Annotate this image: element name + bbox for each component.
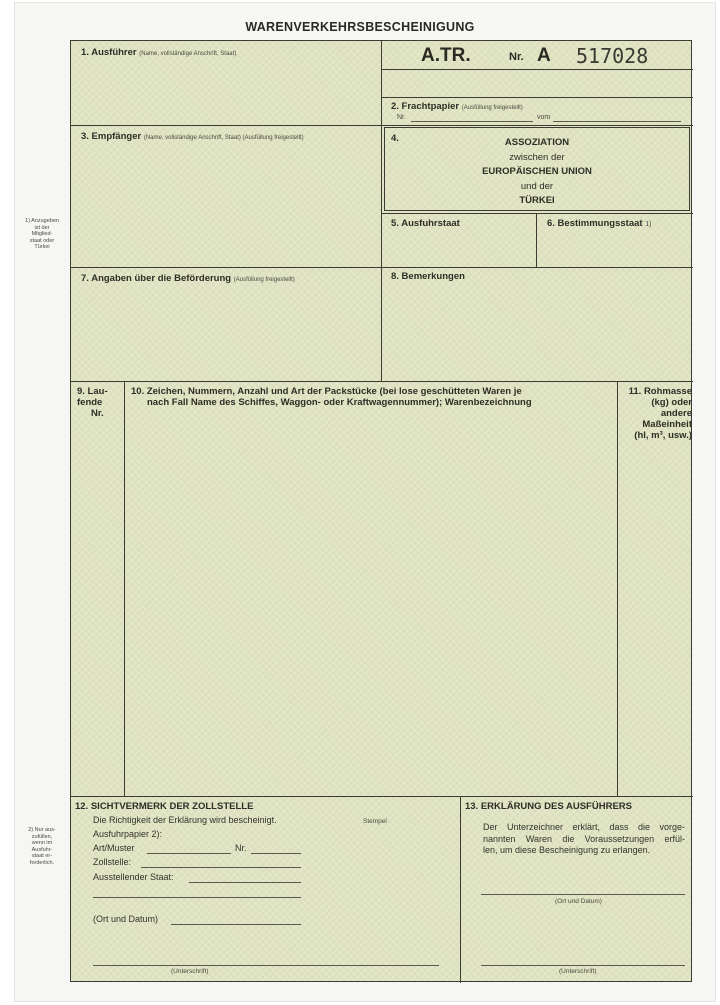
atr-number: 517028 (576, 44, 649, 68)
field-4-line: und der (520, 180, 554, 192)
field-13-ort-line (481, 894, 685, 895)
field-9-line: 9. Lau- (77, 386, 108, 397)
field-11-line: 11. Rohmasse (628, 386, 692, 397)
field-9-line: fende (77, 397, 103, 408)
field-2-vom-line (553, 121, 681, 122)
field-12-extra-line (93, 897, 301, 898)
field-7-label (81, 273, 295, 286)
footnote-2 (22, 827, 62, 866)
divider-5-6 (536, 213, 537, 267)
field-13-label: 13. ERKLÄRUNG DES AUSFÜHRERS (465, 801, 632, 812)
field-3-title: 3. Empfänger (81, 131, 142, 142)
field-4-line: TÜRKEI (519, 195, 555, 206)
field-13-signature-line (481, 965, 685, 966)
divider-row3 (71, 125, 693, 126)
field-3-label (81, 131, 304, 144)
footnote-1-line: Mitglied- (31, 231, 53, 237)
field-13-declaration (483, 822, 685, 845)
footnote-2-line: Ausfuhr- (31, 846, 53, 853)
field-12-zollstelle: Zollstelle: (93, 857, 132, 867)
field-6-title: 6. Bestimmungsstaat (547, 218, 643, 229)
field-11-label (620, 386, 692, 441)
field-11-line: (kg) oder (651, 397, 692, 408)
divider-row5 (381, 213, 693, 214)
field-12-unterschrift: (Unterschrift) (171, 968, 209, 975)
field-9-line: Nr. (91, 408, 104, 419)
field-1-label (81, 47, 236, 60)
field-11-line: (hl, m³, usw.) (634, 430, 692, 441)
field-10-label (131, 386, 532, 408)
field-2-title: 2. Frachtpapier (391, 101, 460, 112)
field-12-ort-line (171, 924, 301, 925)
atr-nr-label: Nr. (509, 51, 524, 63)
divider-row7 (71, 267, 693, 268)
divider-row9 (71, 381, 693, 382)
field-10-line: nach Fall Name des Schiffes, Waggon- oder Kraftwagennummer); Warenbezeichnung (147, 397, 532, 408)
atr-form (70, 40, 692, 982)
field-12-ort-datum: (Ort und Datum) (93, 914, 159, 924)
field-11-line: andere (660, 408, 692, 419)
divider-vertical-top (381, 41, 382, 381)
field-4-text (384, 136, 690, 209)
field-1-title: 1. Ausführer (81, 47, 137, 58)
field-12-nr: Nr. (235, 843, 247, 853)
field-13-unterschrift: (Unterschrift) (559, 968, 597, 975)
field-7-title: 7. Angaben über die Beförderung (81, 273, 232, 284)
field-4-line: ASSOZIATION (504, 137, 570, 148)
divider-atr (381, 69, 693, 70)
footnote-2-line: 2) Nur aus- (28, 827, 56, 833)
footnote-1-line: 1) Anzugeben (25, 218, 59, 224)
field-2-nr-line (411, 121, 533, 122)
field-6-label (547, 218, 651, 230)
field-13-ort-datum: (Ort und Datum) (555, 898, 602, 905)
field-13-line-last: len, um diese Bescheinigung zu erlangen. (483, 845, 651, 855)
field-4-line: zwischen der (509, 151, 565, 163)
field-2-label (391, 101, 523, 114)
footnote-2-line: zufüllen, (31, 833, 53, 840)
divider-frachtpapier (381, 97, 693, 98)
footnote-2-line: wenn im (31, 840, 53, 846)
divider-12-13 (460, 796, 461, 983)
field-2-nr: Nr. (397, 114, 406, 121)
field-8-label: 8. Bemerkungen (391, 271, 465, 282)
field-12-nr-line (251, 853, 301, 854)
field-13-line: Der Unterzeichner erklärt, dass die vorge- (483, 822, 685, 832)
atr-series: A (537, 45, 551, 66)
field-6-footnote-ref: 1) (645, 221, 652, 228)
field-3-note: (Name, vollständige Anschrift, Staat) (Ausfüllung freigestellt) (143, 135, 304, 141)
footnote-2-line: forderlich. (29, 859, 55, 866)
field-10-line: 10. Zeichen, Nummern, Anzahl und Art der Packstücke (bei lose geschütteten Waren je (131, 386, 522, 397)
footnote-1-line: staat oder (29, 237, 55, 244)
document-title: WARENVERKEHRSBESCHEINIGUNG (245, 20, 475, 34)
footnote-2-line: staat er- (31, 853, 53, 859)
field-12-label: 12. SICHTVERMERK DER ZOLLSTELLE (75, 801, 254, 812)
field-12-zollstelle-line (141, 867, 301, 868)
field-4-line: EUROPÄISCHEN UNION (482, 166, 592, 177)
field-12-ausfuhrpapier: Ausfuhrpapier 2): (93, 829, 163, 839)
field-1-note: (Name, vollständige Anschrift, Staat) (139, 51, 237, 57)
field-11-line: Maßeinheit (642, 419, 692, 430)
field-12-statement: Die Richtigkeit der Erklärung wird bescheinigt. (93, 815, 277, 825)
divider-row12 (71, 796, 693, 797)
field-13-line: nannten Waren die Voraussetzungen erfül- (483, 833, 685, 844)
field-12-art-line (147, 853, 231, 854)
footnote-1-line: ist der (34, 224, 50, 231)
field-7-note: (Ausfüllung freigestellt) (233, 277, 295, 283)
field-12-stempel: Stempel (363, 818, 387, 825)
atr-label: A.TR. (421, 45, 471, 66)
field-2-note: (Ausfüllung freigestellt) (461, 105, 523, 111)
field-9-label (77, 386, 125, 419)
field-5-label: 5. Ausfuhrstaat (391, 218, 460, 229)
field-12-art-muster: Art/Muster (93, 843, 135, 853)
field-4-label: 4. (391, 133, 399, 144)
divider-10-11 (617, 381, 618, 796)
field-2-vom: vom (537, 114, 551, 121)
footnote-1 (22, 218, 62, 251)
field-12-signature-line (93, 965, 439, 966)
footnote-1-line: Türkei (34, 244, 50, 250)
divider-9-10 (124, 381, 125, 796)
field-12-staat-line (189, 882, 301, 883)
field-12-staat: Ausstellender Staat: (93, 872, 174, 882)
